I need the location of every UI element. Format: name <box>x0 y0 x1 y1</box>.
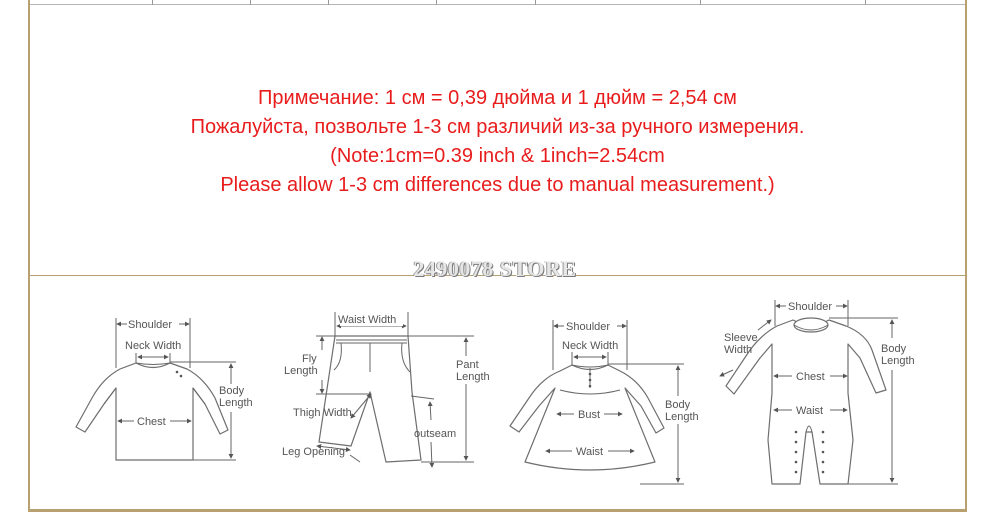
pants-diagram <box>282 312 490 467</box>
romper-body-label: Body <box>881 343 907 355</box>
dress-body-label: Body <box>665 399 691 411</box>
pants-waist-width-label: Waist Width <box>338 314 397 326</box>
dress-bust-label: Bust <box>578 409 601 421</box>
top-length-label: Length <box>219 397 253 409</box>
romper-chest-label: Chest <box>796 371 825 383</box>
dress-diagram <box>510 320 699 484</box>
dress-length-label: Length <box>665 411 699 423</box>
pants-fly-length-label: Length <box>284 365 318 377</box>
note-line-russian-1: Примечание: 1 см = 0,39 дюйма и 1 дюйм = 2,54 см <box>258 87 737 109</box>
note-line-english-2: Please allow 1-3 cm differences due to manual measurement.) <box>220 174 775 196</box>
top-chest-label: Chest <box>137 416 166 428</box>
note-line-english-1: (Note:1cm=0.39 inch & 1inch=2.54cm <box>330 145 665 167</box>
pants-pant-length-label: Length <box>456 371 490 383</box>
romper-sleeve-width-label: Width <box>724 344 753 356</box>
top-neck-width-label: Neck Width <box>125 340 182 352</box>
romper-shoulder-label: Shoulder <box>788 301 833 313</box>
pants-thigh-width-label: Thigh Width <box>293 407 352 419</box>
romper-diagram <box>720 300 915 484</box>
romper-sleeve-label: Sleeve <box>724 332 758 344</box>
romper-waist-label: Waist <box>796 405 824 417</box>
dress-neck-width-label: Neck Width <box>562 340 619 352</box>
romper-length-label: Length <box>881 355 915 367</box>
note-line-russian-2: Пожалуйста, позвольте 1-3 см различий из-за ручного измерения. <box>190 116 805 138</box>
top-shoulder-label: Shoulder <box>128 319 173 331</box>
dress-shoulder-label: Shoulder <box>566 321 611 333</box>
top-diagram <box>76 318 253 460</box>
pants-fly-label: Fly <box>302 353 317 365</box>
store-watermark: 2490078 STORE <box>413 256 577 281</box>
shirt-outline <box>76 363 228 460</box>
pants-leg-opening-label: Leg Opening <box>282 446 345 458</box>
pants-outseam-label: outseam <box>414 428 457 440</box>
pants-pant-label: Pant <box>456 359 479 371</box>
dress-waist-label: Waist <box>576 446 604 458</box>
top-body-label: Body <box>219 385 245 397</box>
